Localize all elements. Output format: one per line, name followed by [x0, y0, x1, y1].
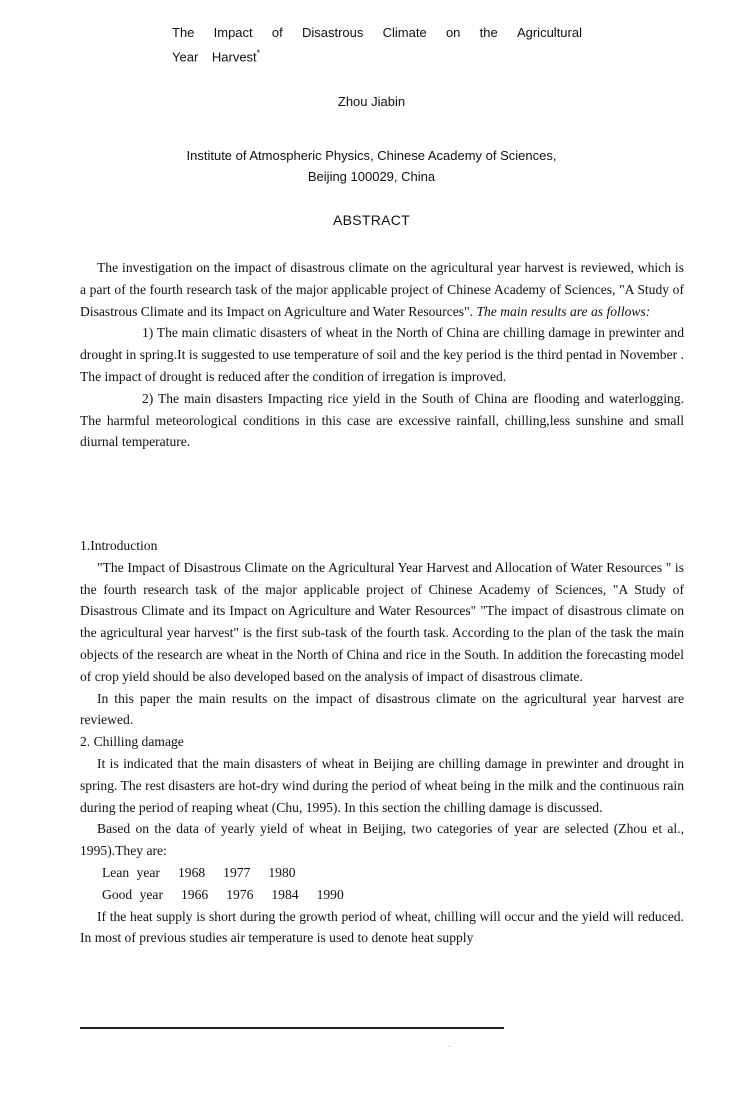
institution-line-1: Institute of Atmospheric Physics, Chinese Academy of Sciences, [186, 148, 557, 163]
year-value: 1966 [181, 886, 209, 902]
abstract-body [80, 257, 684, 453]
title-line-2 [172, 43, 592, 67]
year-value: 1990 [316, 886, 344, 902]
year-value: 1976 [226, 886, 254, 902]
footnote-divider [80, 1027, 504, 1029]
author-name: Zhou Jiabin [337, 94, 406, 109]
title-word: of [271, 25, 283, 40]
intro-paragraph-1: "The Impact of Disastrous Climate on the Agricultural Year Harvest and Allocation of Water Resources " is the fourth research task of the major applicable project of Chinese Academy of Sciences, "A Study of Disastrous Climate and its Impact on Agriculture and Water Resources" "The impact of disastrous climate on the agricultural year harvest" is the first sub-task of the fourth task. According to the plan of the task the main objects of the research are wheat in the North of China and rice in the South. In addition the forecasting model of crop yield should be also developed based on the analysis of impact of disastrous climate. [80, 559, 684, 684]
intro-paragraph-2: In this paper the main results on the impact of disastrous climate on the agricultural year harvest are reviewed. [80, 690, 684, 728]
abstract-heading: ABSTRACT [332, 212, 411, 228]
chilling-paragraph-2: Based on the data of yearly yield of wheat in Beijing, two categories of year are selected (Zhou et al., 1995).They are: [80, 821, 684, 859]
section-heading-introduction: 1.Introduction [80, 538, 158, 553]
chilling-paragraph-3: If the heat supply is short during the growth period of wheat, chilling will occur and the yield will reduced. In most of previous studies air temperature is used to denote heat supply [80, 908, 684, 946]
chilling-paragraph-1: It is indicated that the main disasters of wheat in Beijing are chilling damage in prewinter and drought in spring. The rest disasters are hot-dry wind during the period of wheat being in the milk and the continuous rain during the period of reaping wheat (Chu, 1995). In this section the chilling damage is discussed. [80, 755, 684, 815]
title-word: Impact [213, 25, 253, 40]
lean-years-row [80, 862, 684, 884]
title-word: the [479, 25, 498, 40]
institution [0, 145, 743, 187]
title-word: Disastrous [301, 25, 364, 40]
year-value: 1968 [177, 864, 206, 880]
abstract-italic-text: The main results are as follows: [476, 303, 651, 319]
paper-title [172, 22, 592, 67]
footnote-mark: * [256, 48, 261, 58]
scan-speck [449, 1046, 450, 1047]
year-value: 1984 [271, 886, 299, 902]
lean-year-label: Lean year [102, 864, 160, 880]
title-word: Agricultural [516, 25, 582, 40]
year-value: 1977 [223, 864, 251, 880]
year-value: 1980 [268, 864, 296, 880]
abstract-paragraph-1 [80, 257, 684, 322]
abstract-text: The investigation on the impact of disastrous climate on the agricultural year harvest is reviewed, which is a part of the fourth research task of the major applicable project of Chinese Academy of Sciences, "A Study of Disastrous Climate and its Impact on Agriculture and Water Resources". [80, 260, 684, 319]
title-line-1 [172, 22, 582, 43]
section-heading-chilling: 2. Chilling damage [80, 734, 184, 750]
abstract-paragraph-3: 2) The main disasters Impacting rice yield in the South of China are flooding and waterlogging. The harmful meteorological conditions in this case are excessive rainfall, chilling,less sunshine and small diurnal temperature. [80, 390, 684, 450]
abstract-paragraph-2: 1) The main climatic disasters of wheat in the North of China are chilling damage in prewinter and drought in spring.It is suggested to use temperature of soil and the key period is the third pentad in November . The impact of drought is reduced after the condition of irregation is improved. [80, 325, 684, 384]
good-years-row [80, 884, 684, 906]
institution-line-2: Beijing 100029, China [307, 169, 436, 184]
main-body [80, 535, 684, 949]
title-word: Climate [382, 25, 427, 40]
title-word: The [172, 25, 195, 40]
title-word: on [445, 25, 461, 40]
good-year-label: Good year [102, 886, 163, 902]
title-text: Year Harvest [172, 49, 257, 65]
